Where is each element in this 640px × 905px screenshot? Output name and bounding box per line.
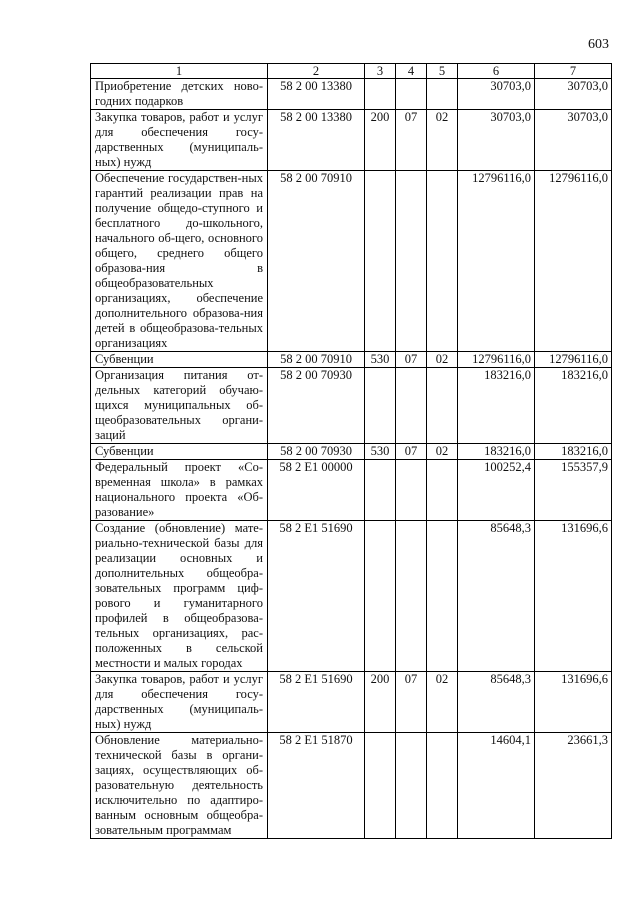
row-col-4 bbox=[396, 171, 427, 352]
table-row bbox=[91, 672, 612, 733]
header-col-4: 4 bbox=[396, 64, 427, 79]
row-col-4: 07 bbox=[396, 672, 427, 733]
row-value-7: 131696,6 bbox=[535, 672, 612, 733]
row-code: 58 2 00 70930 bbox=[268, 368, 365, 444]
row-code: 58 2 00 70910 bbox=[268, 171, 365, 352]
row-col-3 bbox=[365, 368, 396, 444]
header-col-5: 5 bbox=[427, 64, 458, 79]
header-col-7: 7 bbox=[535, 64, 612, 79]
table-row bbox=[91, 444, 612, 460]
row-value-6: 85648,3 bbox=[458, 521, 535, 672]
row-code: 58 2 00 13380 bbox=[268, 79, 365, 110]
row-value-6: 85648,3 bbox=[458, 672, 535, 733]
row-value-6: 12796116,0 bbox=[458, 352, 535, 368]
row-col-5 bbox=[427, 733, 458, 839]
row-col-3: 530 bbox=[365, 352, 396, 368]
row-col-4: 07 bbox=[396, 110, 427, 171]
row-code: 58 2 00 70930 bbox=[268, 444, 365, 460]
header-col-3: 3 bbox=[365, 64, 396, 79]
row-code: 58 2 E1 51690 bbox=[268, 521, 365, 672]
table-row bbox=[91, 352, 612, 368]
row-value-6: 12796116,0 bbox=[458, 171, 535, 352]
row-col-3 bbox=[365, 171, 396, 352]
row-value-7: 183216,0 bbox=[535, 368, 612, 444]
table-row bbox=[91, 368, 612, 444]
row-code: 58 2 00 13380 bbox=[268, 110, 365, 171]
row-col-4 bbox=[396, 733, 427, 839]
row-col-3 bbox=[365, 521, 396, 672]
row-code: 58 2 E1 51870 bbox=[268, 733, 365, 839]
row-col-5: 02 bbox=[427, 444, 458, 460]
row-value-6: 183216,0 bbox=[458, 444, 535, 460]
table-row bbox=[91, 733, 612, 839]
row-value-7: 12796116,0 bbox=[535, 171, 612, 352]
row-value-7: 23661,3 bbox=[535, 733, 612, 839]
row-value-6: 183216,0 bbox=[458, 368, 535, 444]
row-col-4: 07 bbox=[396, 352, 427, 368]
row-name: Федеральный проект «Со-временная школа» в рамках национального проекта «Об-разование» bbox=[91, 460, 268, 521]
row-col-3: 200 bbox=[365, 110, 396, 171]
row-name: Создание (обновление) мате-риально-технической базы для реализации основных и дополнительных общеобра-зовательных программ циф-рового и гуманитарного профилей в общеобразова-тельных организациях, рас-положенных в сельской местности и малых городах bbox=[91, 521, 268, 672]
table-row bbox=[91, 110, 612, 171]
row-col-5 bbox=[427, 171, 458, 352]
row-col-3 bbox=[365, 733, 396, 839]
header-col-6: 6 bbox=[458, 64, 535, 79]
row-value-6: 100252,4 bbox=[458, 460, 535, 521]
row-value-6: 30703,0 bbox=[458, 79, 535, 110]
row-col-3: 200 bbox=[365, 672, 396, 733]
row-code: 58 2 E1 00000 bbox=[268, 460, 365, 521]
row-col-5 bbox=[427, 521, 458, 672]
budget-table bbox=[90, 63, 612, 839]
row-name: Обеспечение государствен-ных гарантий реализации прав на получение общедо-ступного и бесплатного до-школьного, начального об-щего, основного общего, среднего общего образова-ния в общеобразовательных организациях, обеспечение дополнительного образова-ния детей в общеобразова-тельных организациях bbox=[91, 171, 268, 352]
row-col-4 bbox=[396, 368, 427, 444]
row-value-7: 131696,6 bbox=[535, 521, 612, 672]
header-col-1: 1 bbox=[91, 64, 268, 79]
row-name: Организация питания от-дельных категорий обучаю-щихся муниципальных об-щеобразовательных органи-заций bbox=[91, 368, 268, 444]
row-col-4: 07 bbox=[396, 444, 427, 460]
row-name: Субвенции bbox=[91, 352, 268, 368]
row-col-4 bbox=[396, 460, 427, 521]
row-value-6: 30703,0 bbox=[458, 110, 535, 171]
row-col-5 bbox=[427, 368, 458, 444]
row-col-5 bbox=[427, 79, 458, 110]
page-number: 603 bbox=[588, 37, 609, 52]
row-value-7: 183216,0 bbox=[535, 444, 612, 460]
row-col-3: 530 bbox=[365, 444, 396, 460]
row-name: Закупка товаров, работ и услуг для обеспечения госу-дарственных (муниципаль-ных) нужд bbox=[91, 110, 268, 171]
row-col-4 bbox=[396, 79, 427, 110]
row-name: Приобретение детских ново-годних подарков bbox=[91, 79, 268, 110]
row-col-3 bbox=[365, 460, 396, 521]
row-col-4 bbox=[396, 521, 427, 672]
header-col-2: 2 bbox=[268, 64, 365, 79]
row-name: Закупка товаров, работ и услуг для обеспечения госу-дарственных (муниципаль-ных) нужд bbox=[91, 672, 268, 733]
row-col-5 bbox=[427, 460, 458, 521]
row-code: 58 2 00 70910 bbox=[268, 352, 365, 368]
row-name: Субвенции bbox=[91, 444, 268, 460]
table-row bbox=[91, 79, 612, 110]
header-row bbox=[91, 64, 612, 79]
table-row bbox=[91, 521, 612, 672]
row-value-6: 14604,1 bbox=[458, 733, 535, 839]
row-value-7: 155357,9 bbox=[535, 460, 612, 521]
row-value-7: 30703,0 bbox=[535, 79, 612, 110]
table-row bbox=[91, 171, 612, 352]
table-row bbox=[91, 460, 612, 521]
row-col-5: 02 bbox=[427, 110, 458, 171]
row-col-5: 02 bbox=[427, 672, 458, 733]
row-value-7: 12796116,0 bbox=[535, 352, 612, 368]
row-name: Обновление материально-технической базы в органи-зациях, осуществляющих об-разовательную деятельность исключительно по адаптиро-ванным основным общеобра-зовательным программам bbox=[91, 733, 268, 839]
row-col-5: 02 bbox=[427, 352, 458, 368]
row-col-3 bbox=[365, 79, 396, 110]
row-code: 58 2 E1 51690 bbox=[268, 672, 365, 733]
row-value-7: 30703,0 bbox=[535, 110, 612, 171]
